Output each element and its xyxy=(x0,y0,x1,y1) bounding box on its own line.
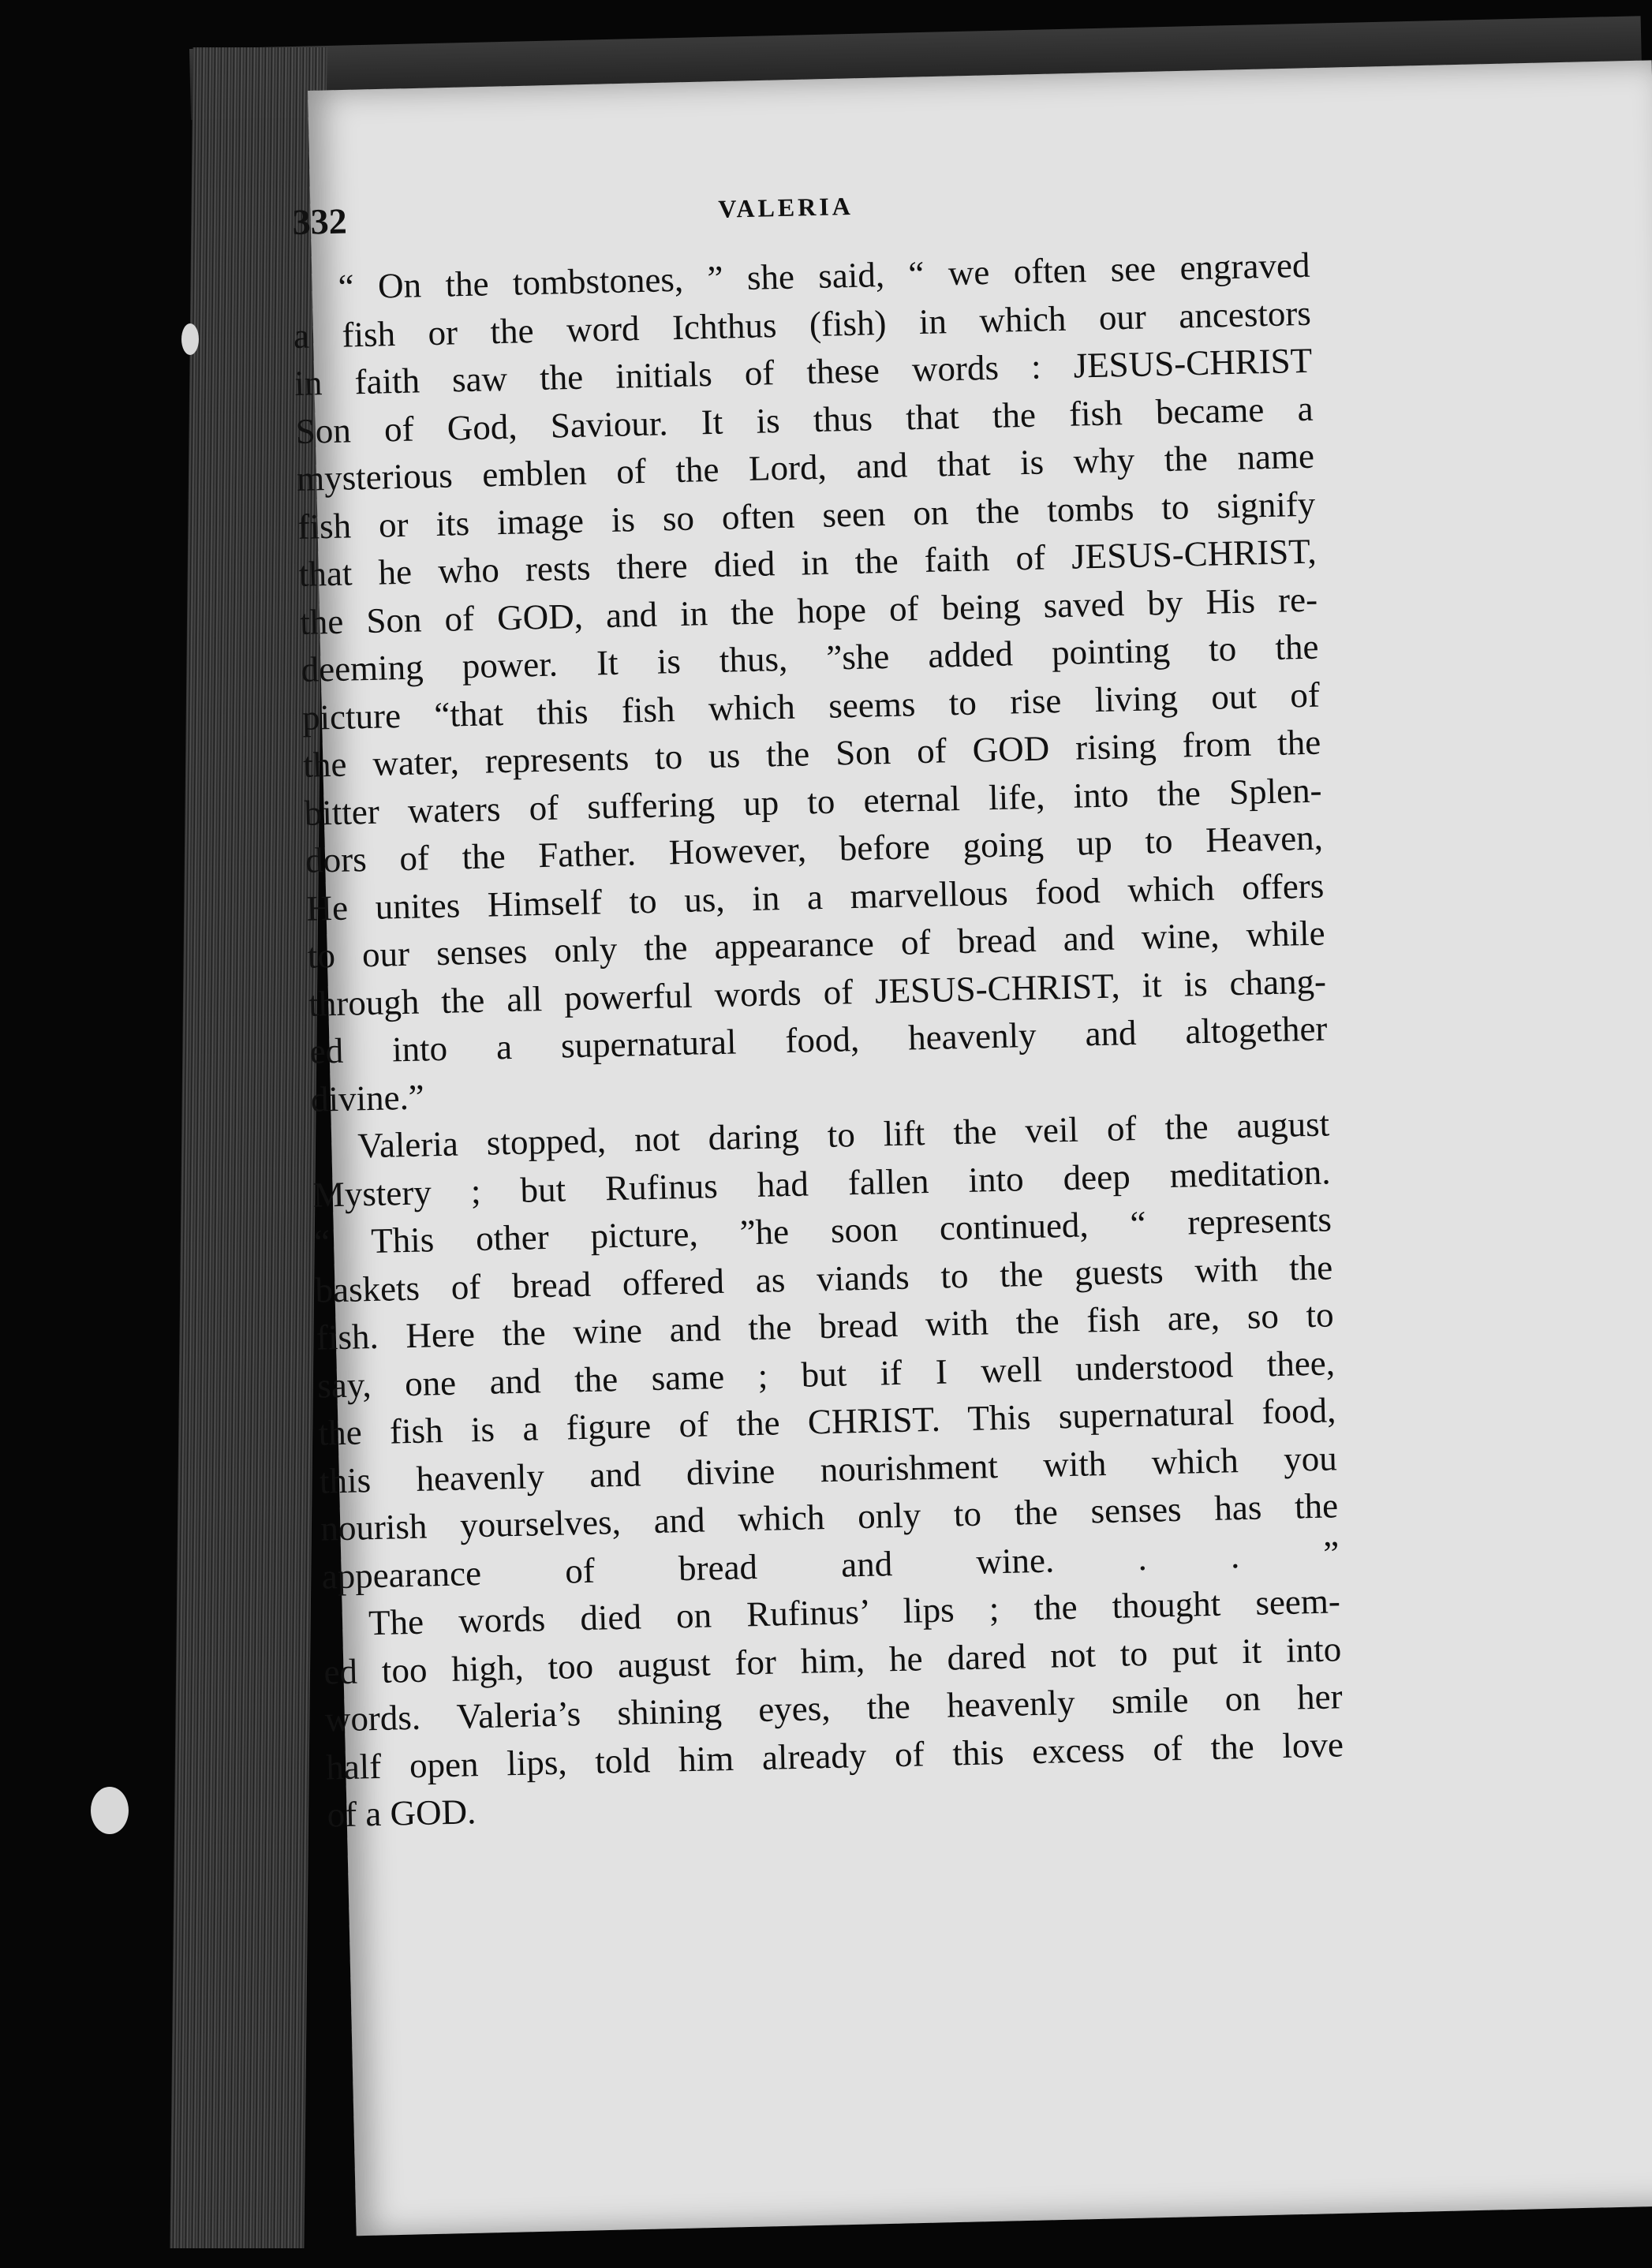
text-line: nourish yourselves, and which only to the senses has the xyxy=(320,1485,1339,1549)
text-line: appearance of bread and wine. . . ” xyxy=(321,1533,1340,1597)
body-text xyxy=(292,241,1345,1839)
text-line: The words died on Rufinus’ lips ; the thought seem- xyxy=(368,1581,1341,1643)
text-line: ed into a supernatural food, heavenly and altogether xyxy=(309,1008,1328,1071)
text-line: Valeria stopped, not daring to lift the veil of the august xyxy=(357,1104,1330,1166)
text-line: fish. Here the wine and the bread with the fish are, so to xyxy=(316,1295,1335,1358)
text-line: fish or its image is so often seen on the tombs to signify xyxy=(297,484,1316,547)
text-line: divine.” xyxy=(310,1076,425,1119)
text-line: the water, represents to us the Son of GOD rising from the xyxy=(302,722,1321,785)
text-line: “ On the tombstones, ” she said, “ we often see engraved xyxy=(338,245,1310,307)
text-line: the fish is a figure of the CHRIST. This supernatural food, xyxy=(318,1390,1336,1453)
text-line: baskets of bread offered as viands to the guests with the xyxy=(314,1246,1333,1310)
text-line: to our senses only the appearance of bread and wine, while xyxy=(307,913,1326,976)
text-line: dors of the Father. However, before going up to Heaven, xyxy=(305,817,1324,880)
text-line: in faith saw the initials of these words : JESUS-CHRIST xyxy=(293,340,1313,403)
text-line: Son of God, Saviour. It is thus that the fish became a xyxy=(295,388,1314,451)
text-line: the Son of GOD, and in the hope of being saved by His re- xyxy=(299,579,1318,642)
text-line: mysterious emblen of the Lord, and that is why the name xyxy=(296,435,1315,499)
text-line: that he who rests there died in the faith of JESUS-CHRIST, xyxy=(298,531,1317,594)
speck xyxy=(91,1787,129,1834)
text-line: this heavenly and divine nourishment with which you xyxy=(319,1437,1338,1501)
page-number: 332 xyxy=(292,200,348,242)
text-line: through the all powerful words of JESUS-CHRIST, it is chang- xyxy=(308,960,1327,1024)
text-line: of a GOD. xyxy=(327,1792,477,1835)
text-line: Mystery ; but Rufinus had fallen into deep meditation. xyxy=(312,1151,1331,1215)
text-line: He unites Himself to us, in a marvellous food which offers xyxy=(305,865,1325,928)
text-line: say, one and the same ; but if I well understood thee, xyxy=(316,1342,1336,1406)
running-title: VALERIA xyxy=(717,191,854,223)
text-line: picture “that this fish which seems to rise living out of xyxy=(301,674,1321,738)
text-line: bitter waters of suffering up to eternal life, into the Splen- xyxy=(304,770,1323,833)
text-line: ed too high, too august for him, he dared not to put it into xyxy=(323,1628,1342,1692)
speck xyxy=(181,323,199,355)
text-line: half open lips, told him already of this excess of the love xyxy=(325,1724,1344,1788)
text-line: a fish or the word Ichthus (fish) in which our ancestors xyxy=(293,293,1312,356)
text-line: “ This other picture, ”he soon continued, “ represents xyxy=(313,1199,1332,1262)
text-line: words. Valeria’s shining eyes, the heavenly smile on her xyxy=(324,1676,1344,1739)
text-line: deeming power. It is thus, ”she added pointing to the xyxy=(301,626,1319,689)
